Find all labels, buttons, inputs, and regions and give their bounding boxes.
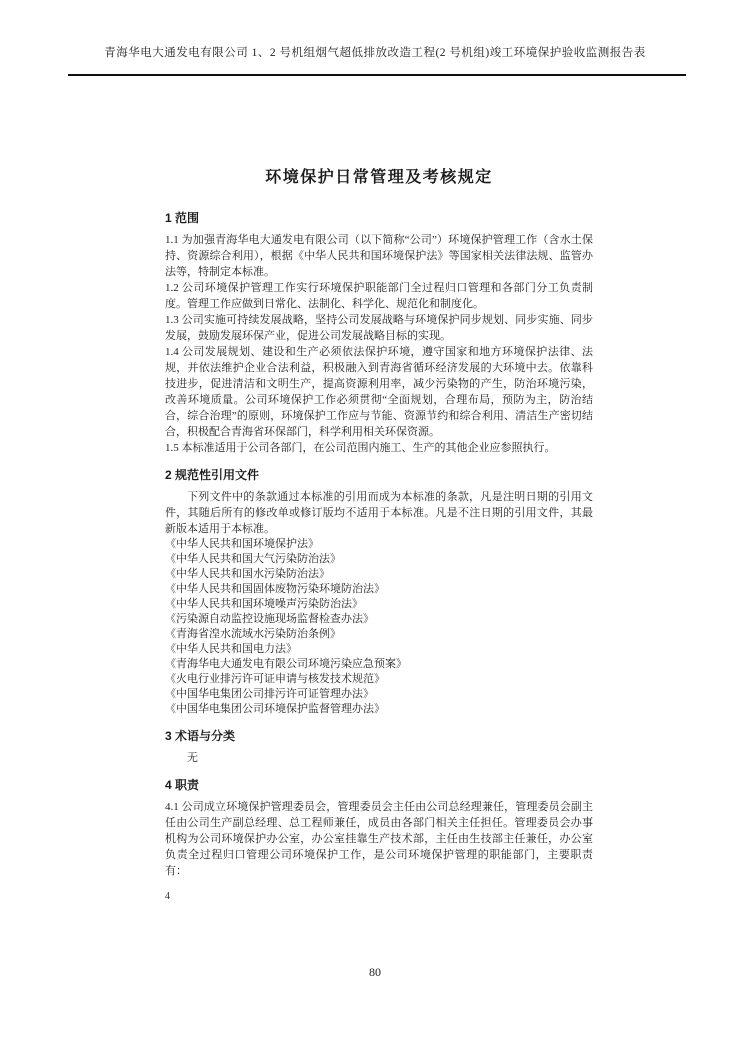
clause-4-1: 4.1 公司成立环境保护管理委员会，管理委员会主任由公司总经理兼任，管理委员会副主任由公司生产副总经理、总工程师兼任，成员由各部门相关主任担任。管理委员会办事机构为公司环境保护办公室，办公室挂靠生产技术部，主任由生技部主任兼任，办公室负责全过程归口管理公司环境保护工作，是公司环境保护管理的职能部门，主要职责有： <box>165 801 593 877</box>
section-normative-references <box>165 467 593 717</box>
reference-item: 《中华人民共和国水污染防治法》 <box>165 568 330 580</box>
header-divider <box>68 74 686 76</box>
reference-item: 《青海省湟水流域水污染防治条例》 <box>165 628 341 640</box>
clause-1-5: 1.5 本标准适用于公司各部门，在公司范围内施工、生产的其他企业应参照执行。 <box>165 442 556 454</box>
reference-item: 《中国华电集团公司排污许可证管理办法》 <box>165 688 374 700</box>
reference-item: 《中华人民共和国环境保护法》 <box>165 538 319 550</box>
inner-page-number: 4 <box>165 891 170 902</box>
reference-item: 《火电行业排污许可证申请与核发技术规范》 <box>165 673 385 685</box>
section-heading-duties: 4 职责 <box>165 778 200 792</box>
clause-1-2: 1.2 公司环境保护管理工作实行环境保护职能部门全过程归口管理和各部门分工负责制度。管理工作应做到日常化、法制化、科学化、规范化和制度化。 <box>165 282 593 310</box>
section-heading-scope: 1 范围 <box>165 211 200 225</box>
page-number: 80 <box>369 965 381 979</box>
reference-item: 《中华人民共和国环境噪声污染防治法》 <box>165 598 363 610</box>
section-duties <box>165 777 593 879</box>
report-header-title: 青海华电大通发电有限公司 1、2 号机组烟气超低排放改造工程(2 号机组)竣工环境保护验收监测报告表 <box>104 47 646 59</box>
section-heading-references: 2 规范性引用文件 <box>165 468 260 482</box>
reference-item: 《中华人民共和国大气污染防治法》 <box>165 553 341 565</box>
clause-1-4: 1.4 公司发展规划、建设和生产必须依法保护环境，遵守国家和地方环境保护法律、法规，并依法维护企业合法利益，积极融入到青海省循环经济发展的大环境中去。依靠科技进步，促进清洁和文明生产，提高资源利用率，减少污染物的产生，防治环境污染，改善环境质量。公司环境保护工作必须贯彻“全面规划，合理布局，预防为主，防治结合，综合治理”的原则，环境保护工作应与节能、资源节约和综合利用、清洁生产密切结合，积极配合青海省环保部门，科学利用相关环保资源。 <box>165 346 593 438</box>
section-heading-terms: 3 术语与分类 <box>165 729 236 743</box>
reference-item: 《中华人民共和国固体废物污染环境防治法》 <box>165 583 385 595</box>
section-scope <box>165 210 593 456</box>
terms-none-value: 无 <box>187 752 198 764</box>
clause-1-3: 1.3 公司实施可持续发展战略，坚持公司发展战略与环境保护同步规划、同步实施、同步发展，鼓励发展环保产业，促进公司发展战略目标的实现。 <box>165 314 593 342</box>
reference-item: 《污染源自动监控设施现场监督检查办法》 <box>165 613 374 625</box>
section-terms <box>165 728 593 766</box>
reference-item: 《中华人民共和国电力法》 <box>165 643 297 655</box>
document-body <box>165 170 593 905</box>
reference-list <box>165 537 593 717</box>
clause-1-1: 1.1 为加强青海华电大通发电有限公司（以下简称“公司”）环境保护管理工作（含水土保持、资源综合利用），根据《中华人民共和国环境保护法》等国家相关法律法规、监管办法等，特制定本标准。 <box>165 234 593 278</box>
references-intro: 下列文件中的条款通过本标准的引用而成为本标准的条款，凡是注明日期的引用文件，其随后所有的修改单或修订版均不适用于本标准。凡是不注日期的引用文件，其最新版本适用于本标准。 <box>165 491 593 535</box>
document-title: 环境保护日常管理及考核规定 <box>265 169 493 186</box>
reference-item: 《青海华电大通发电有限公司环境污染应急预案》 <box>165 658 407 670</box>
reference-item: 《中国华电集团公司环境保护监督管理办法》 <box>165 703 385 715</box>
